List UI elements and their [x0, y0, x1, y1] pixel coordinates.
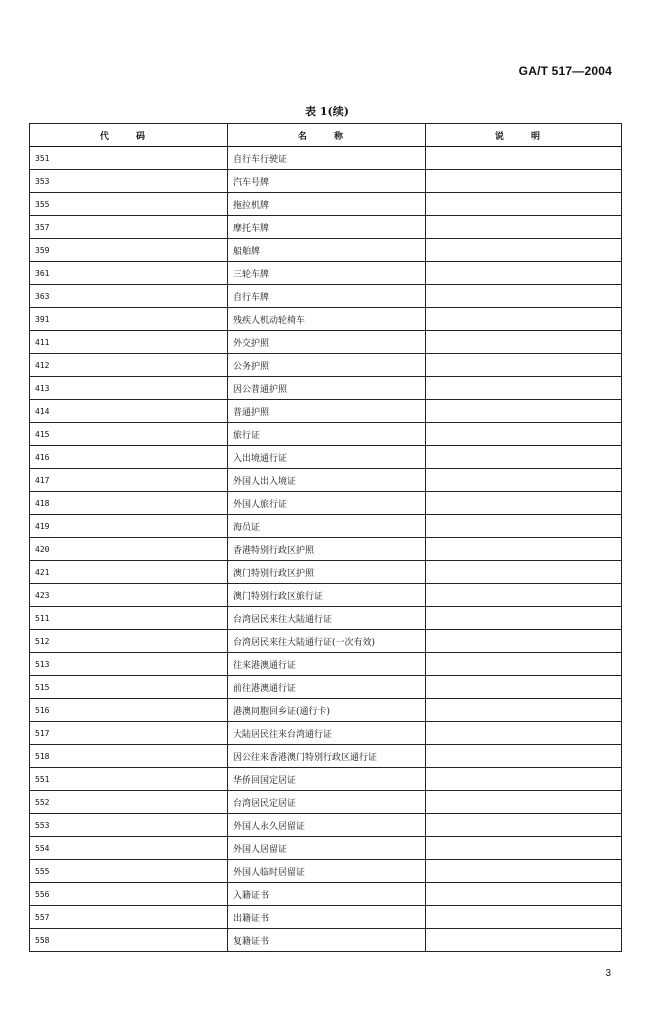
code-cell: 391 [30, 308, 228, 331]
note-cell [426, 837, 622, 860]
note-cell [426, 699, 622, 722]
note-cell [426, 423, 622, 446]
note-cell [426, 860, 622, 883]
name-cell: 残疾人机动轮椅车 [228, 308, 426, 331]
name-cell: 前往港澳通行证 [228, 676, 426, 699]
code-cell: 421 [30, 561, 228, 584]
name-cell: 海员证 [228, 515, 426, 538]
table-row [30, 768, 622, 791]
table-row [30, 630, 622, 653]
code-cell: 511 [30, 607, 228, 630]
code-cell: 554 [30, 837, 228, 860]
code-cell: 413 [30, 377, 228, 400]
table-row [30, 699, 622, 722]
note-cell [426, 285, 622, 308]
table-body [30, 147, 622, 952]
table-row [30, 791, 622, 814]
table-row [30, 607, 622, 630]
note-cell [426, 883, 622, 906]
name-cell: 因公往来香港澳门特别行政区通行证 [228, 745, 426, 768]
code-cell: 353 [30, 170, 228, 193]
name-cell: 公务护照 [228, 354, 426, 377]
name-cell: 船舶牌 [228, 239, 426, 262]
code-cell: 556 [30, 883, 228, 906]
code-cell: 415 [30, 423, 228, 446]
name-cell: 澳门特别行政区护照 [228, 561, 426, 584]
code-cell: 423 [30, 584, 228, 607]
column-header-name: 名 称 [228, 124, 426, 147]
code-cell: 361 [30, 262, 228, 285]
note-cell [426, 791, 622, 814]
code-cell: 557 [30, 906, 228, 929]
code-cell: 513 [30, 653, 228, 676]
name-cell: 入出境通行证 [228, 446, 426, 469]
note-cell [426, 814, 622, 837]
note-cell [426, 607, 622, 630]
code-cell: 516 [30, 699, 228, 722]
table-row [30, 308, 622, 331]
table-row [30, 400, 622, 423]
table-row [30, 239, 622, 262]
note-cell [426, 147, 622, 170]
code-cell: 420 [30, 538, 228, 561]
note-cell [426, 722, 622, 745]
note-cell [426, 745, 622, 768]
table-row [30, 193, 622, 216]
code-cell: 419 [30, 515, 228, 538]
name-cell: 往来港澳通行证 [228, 653, 426, 676]
note-cell [426, 653, 622, 676]
code-cell: 359 [30, 239, 228, 262]
name-cell: 出籍证书 [228, 906, 426, 929]
table-row [30, 814, 622, 837]
name-cell: 拖拉机牌 [228, 193, 426, 216]
table-row [30, 216, 622, 239]
note-cell [426, 331, 622, 354]
name-cell: 华侨回国定居证 [228, 768, 426, 791]
name-cell: 普通护照 [228, 400, 426, 423]
code-cell: 355 [30, 193, 228, 216]
name-cell: 外国人旅行证 [228, 492, 426, 515]
code-table [29, 123, 622, 952]
table-row [30, 492, 622, 515]
note-cell [426, 216, 622, 239]
note-cell [426, 469, 622, 492]
name-cell: 台湾居民来往大陆通行证(一次有效) [228, 630, 426, 653]
name-cell: 入籍证书 [228, 883, 426, 906]
code-cell: 552 [30, 791, 228, 814]
name-cell: 复籍证书 [228, 929, 426, 952]
table-row [30, 676, 622, 699]
table-row [30, 929, 622, 952]
table-row [30, 883, 622, 906]
table-header-row [30, 124, 622, 147]
name-cell: 台湾居民来往大陆通行证 [228, 607, 426, 630]
name-cell: 旅行证 [228, 423, 426, 446]
name-cell: 外国人居留证 [228, 837, 426, 860]
table-row [30, 722, 622, 745]
table-row [30, 285, 622, 308]
name-cell: 外国人出入境证 [228, 469, 426, 492]
table-row [30, 262, 622, 285]
code-cell: 518 [30, 745, 228, 768]
code-cell: 417 [30, 469, 228, 492]
code-cell: 555 [30, 860, 228, 883]
code-cell: 418 [30, 492, 228, 515]
table-row [30, 837, 622, 860]
page-number: 3 [605, 968, 611, 979]
note-cell [426, 446, 622, 469]
name-cell: 大陆居民往来台湾通行证 [228, 722, 426, 745]
code-cell: 357 [30, 216, 228, 239]
note-cell [426, 193, 622, 216]
note-cell [426, 561, 622, 584]
note-cell [426, 630, 622, 653]
name-cell: 汽车号牌 [228, 170, 426, 193]
name-cell: 自行车行驶证 [228, 147, 426, 170]
name-cell: 因公普通护照 [228, 377, 426, 400]
table-row [30, 653, 622, 676]
table-row [30, 170, 622, 193]
table-caption: 表 1(续) [305, 105, 349, 118]
table-row [30, 745, 622, 768]
note-cell [426, 239, 622, 262]
table-row [30, 515, 622, 538]
table-row [30, 423, 622, 446]
table-row [30, 561, 622, 584]
name-cell: 香港特别行政区护照 [228, 538, 426, 561]
table-row [30, 446, 622, 469]
name-cell: 自行车牌 [228, 285, 426, 308]
name-cell: 外交护照 [228, 331, 426, 354]
code-cell: 351 [30, 147, 228, 170]
code-cell: 411 [30, 331, 228, 354]
note-cell [426, 170, 622, 193]
table-row [30, 469, 622, 492]
name-cell: 澳门特别行政区旅行证 [228, 584, 426, 607]
code-cell: 363 [30, 285, 228, 308]
note-cell [426, 538, 622, 561]
table-row [30, 860, 622, 883]
note-cell [426, 400, 622, 423]
name-cell: 摩托车牌 [228, 216, 426, 239]
table-row [30, 354, 622, 377]
table-row [30, 377, 622, 400]
note-cell [426, 354, 622, 377]
column-header-note: 说 明 [426, 124, 622, 147]
note-cell [426, 377, 622, 400]
code-cell: 512 [30, 630, 228, 653]
name-cell: 台湾居民定居证 [228, 791, 426, 814]
code-cell: 515 [30, 676, 228, 699]
code-cell: 558 [30, 929, 228, 952]
note-cell [426, 676, 622, 699]
name-cell: 港澳同胞回乡证(通行卡) [228, 699, 426, 722]
note-cell [426, 308, 622, 331]
note-cell [426, 929, 622, 952]
table-row [30, 584, 622, 607]
note-cell [426, 515, 622, 538]
code-cell: 517 [30, 722, 228, 745]
note-cell [426, 262, 622, 285]
column-header-code: 代 码 [30, 124, 228, 147]
name-cell: 三轮车牌 [228, 262, 426, 285]
code-cell: 416 [30, 446, 228, 469]
name-cell: 外国人临时居留证 [228, 860, 426, 883]
note-cell [426, 492, 622, 515]
code-cell: 553 [30, 814, 228, 837]
name-cell: 外国人永久居留证 [228, 814, 426, 837]
table-row [30, 538, 622, 561]
standard-code: GA/T 517—2004 [518, 64, 612, 78]
note-cell [426, 768, 622, 791]
table-row [30, 331, 622, 354]
note-cell [426, 584, 622, 607]
note-cell [426, 906, 622, 929]
code-cell: 551 [30, 768, 228, 791]
code-cell: 414 [30, 400, 228, 423]
code-cell: 412 [30, 354, 228, 377]
table-row [30, 147, 622, 170]
table-row [30, 906, 622, 929]
